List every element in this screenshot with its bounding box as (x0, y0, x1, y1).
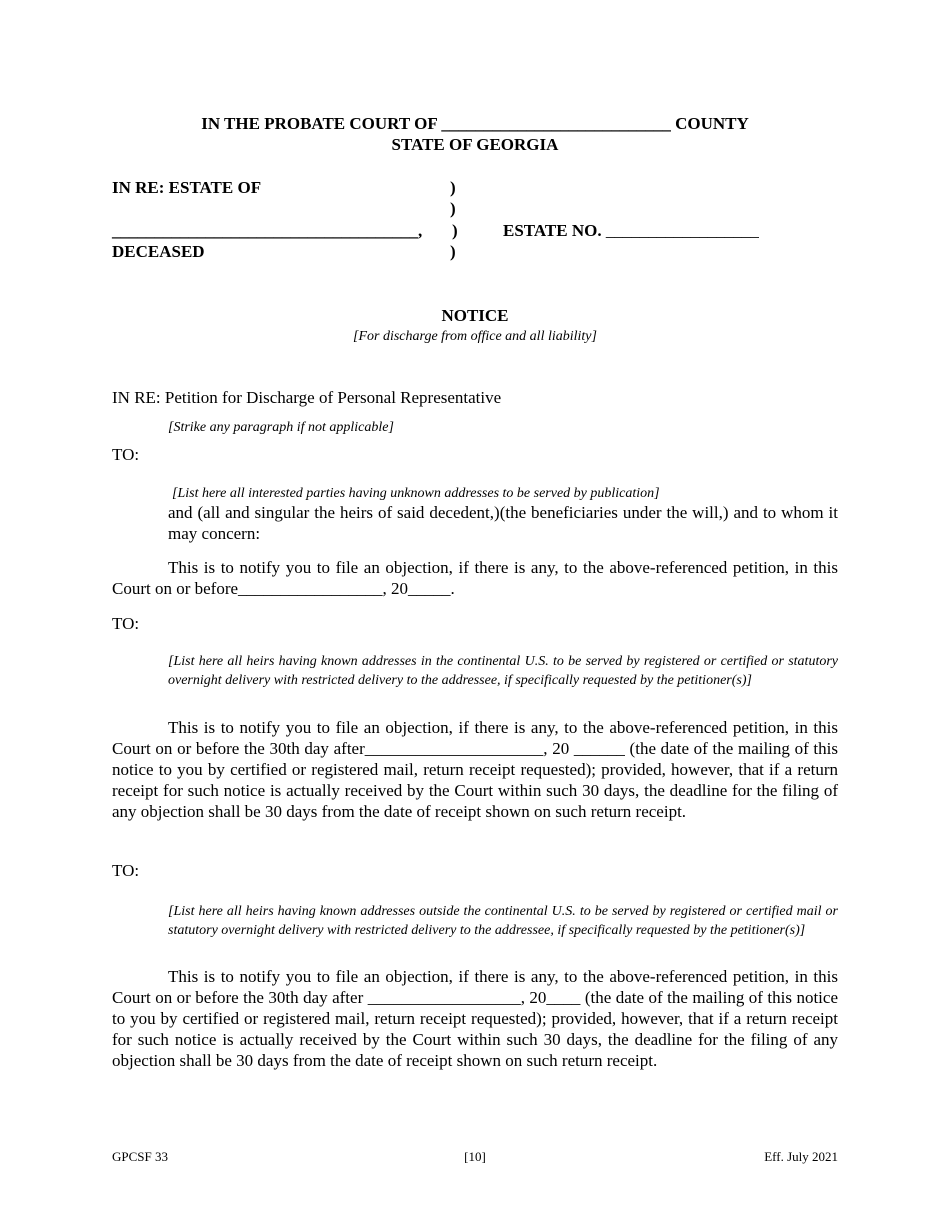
continental-list-note: [List here all heirs having known addresses in the continental U.S. to be served by registered or certified or statutory overnight delivery with restricted delivery to the addressee, if specifically requested by the petitioner(s)] (168, 654, 838, 688)
effective-date: Eff. July 2021 (764, 1149, 838, 1164)
court-header-line (112, 113, 838, 134)
court-line-left: IN THE PROBATE COURT OF (201, 114, 442, 133)
deceased-label: DECEASED (112, 242, 205, 261)
estate-no-label: ESTATE NO. (503, 221, 602, 240)
estate-number-field (503, 220, 759, 241)
state-line: STATE OF GEORGIA (391, 135, 559, 154)
decedent-name-blank: ____________________________________, (112, 221, 423, 240)
form-id: GPCSF 33 (112, 1149, 168, 1164)
estate-no-blank: __________________ (605, 221, 759, 240)
caption-paren: ) (450, 242, 456, 261)
petition-heading: IN RE: Petition for Discharge of Personal Representative (112, 388, 502, 407)
in-re-estate-label: IN RE: ESTATE OF (112, 178, 262, 197)
objection-paragraph: This is to notify you to file an objection, if there is any, to the above-referenced petition, in this Court on or before_________________, 20_____. (112, 558, 838, 598)
caption-paren: ) (450, 178, 456, 197)
to-label: TO: (112, 445, 140, 464)
court-line-right: COUNTY (670, 114, 749, 133)
to-label: TO: (112, 614, 140, 633)
objection-paragraph: This is to notify you to file an objection, if there is any, to the above-referenced petition, in this Court on or before the 30th day after_____________________, 20 ______ (the date of the mailing of this notice to you by certified or registered mail, return receipt requested); provided, however, that if a return receipt for such notice is actually received by the Court within such 30 days, the deadline for the filing of any objection shall be 30 days from the date of receipt shown on such return receipt. (112, 718, 838, 821)
publication-list-note: [List here all interested parties having unknown addresses to be served by publication] (172, 486, 660, 501)
caption-paren: ) (452, 221, 458, 240)
notice-subtitle: [For discharge from office and all liability] (353, 329, 597, 344)
heirs-clause: and (all and singular the heirs of said decedent,)(the beneficiaries under the will,) and to whom it may concern: (168, 503, 838, 543)
strike-note: [Strike any paragraph if not applicable] (168, 420, 394, 435)
to-label: TO: (112, 861, 140, 880)
outside-us-list-note: [List here all heirs having known addresses outside the continental U.S. to be served by registered or certified mail or statutory overnight delivery with restricted delivery to the addressee, if specifically requested by the petitioner(s)] (168, 904, 838, 938)
county-name-blank: ___________________________ (441, 114, 671, 133)
page-number: [10] (464, 1149, 486, 1164)
objection-paragraph: This is to notify you to file an objection, if there is any, to the above-referenced petition, in this Court on or before the 30th day after __________________, 20____ (the date of the mailing of this notice to you by certified or registered mail, return receipt requested); provided, however, that if a return receipt for such notice is actually received by the Court within such 30 days, the deadline for the filing of any objection shall be 30 days from the date of receipt shown on such return receipt. (112, 967, 838, 1070)
notice-title: NOTICE (441, 306, 509, 325)
caption-paren: ) (450, 199, 456, 218)
